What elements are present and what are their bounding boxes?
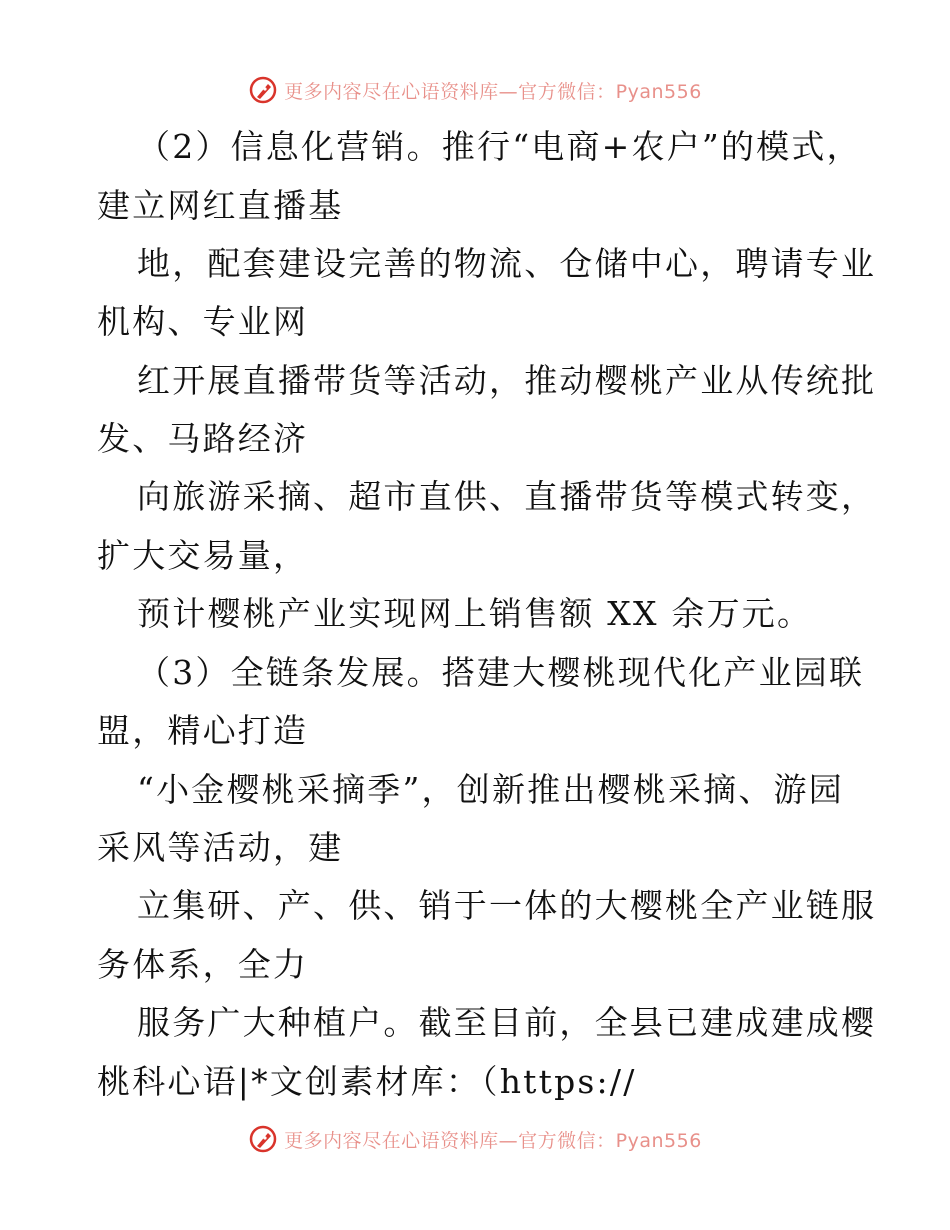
footer-banner — [0, 1119, 950, 1159]
body-line: 建立网红直播基 — [97, 186, 344, 225]
body-line: （3）全链条发展。搭建大樱桃现代化产业园联 — [137, 653, 865, 692]
body-line: 地，配套建设完善的物流、仓储中心，聘请专业 — [137, 244, 877, 283]
pen-nib-circle-icon — [248, 1124, 278, 1154]
body-line: 立集研、产、供、销于一体的大樱桃全产业链服 — [137, 886, 877, 925]
body-line: 发、马路经济 — [97, 419, 309, 458]
header-banner-text: 更多内容尽在心语资料库—官方微信：Pyan556 — [284, 80, 702, 103]
body-line: 采风等活动，建 — [97, 828, 344, 867]
body-line: 向旅游采摘、超市直供、直播带货等模式转变， — [137, 477, 877, 516]
body-line: 扩大交易量， — [97, 536, 309, 575]
body-line: 服务广大种植户。截至目前，全县已建成建成樱 — [137, 1003, 877, 1042]
body-line: （2）信息化营销。推行“电商+农户”的模式， — [137, 127, 862, 166]
header-banner — [0, 70, 950, 110]
body-line: 盟，精心打造 — [97, 711, 309, 750]
body-line: “小金樱桃采摘季”，创新推出樱桃采摘、游园 — [137, 770, 844, 809]
body-line: 预计樱桃产业实现网上销售额 XX 余万元。 — [137, 594, 813, 633]
body-line: 机构、专业网 — [97, 302, 309, 341]
footer-banner-text: 更多内容尽在心语资料库—官方微信：Pyan556 — [284, 1129, 702, 1152]
body-line: 红开展直播带货等活动，推动樱桃产业从传统批 — [137, 361, 877, 400]
body-line: 务体系，全力 — [97, 945, 309, 984]
pen-nib-circle-icon — [248, 75, 278, 105]
body-line: 桃科心语|*文创素材库：（https:// — [97, 1062, 637, 1101]
